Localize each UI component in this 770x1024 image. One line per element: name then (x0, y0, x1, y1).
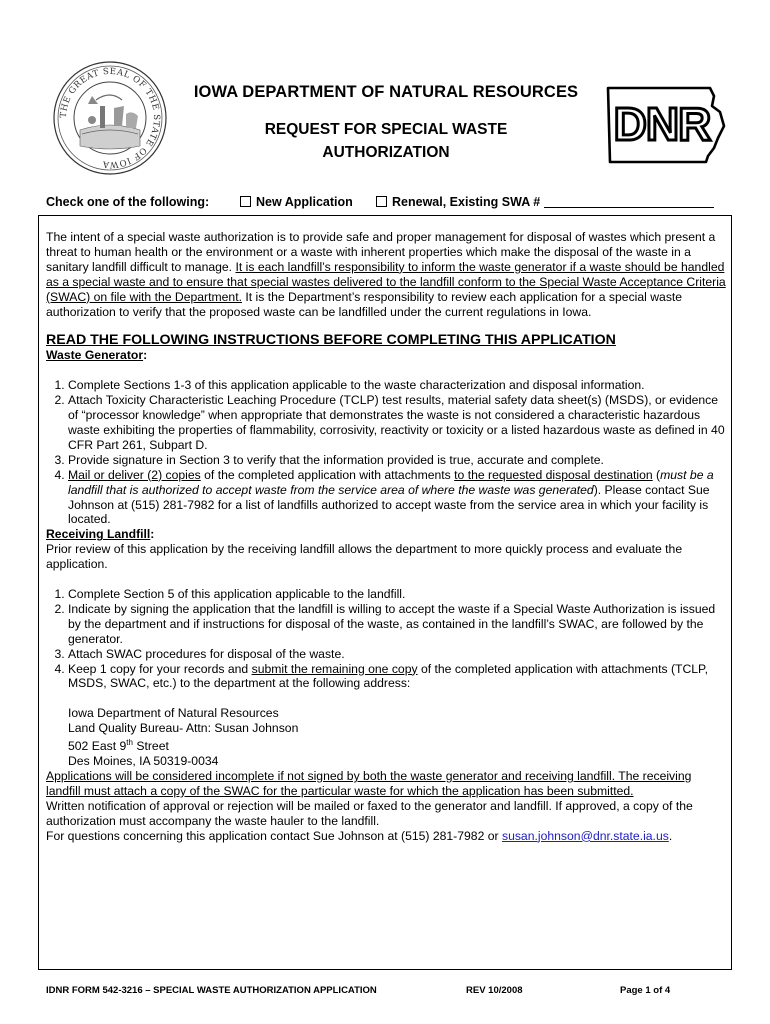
receiving-landfill-label: Receiving Landfill (46, 527, 151, 542)
seal-text: THE GREAT SEAL OF THE STATE OF IOWA (58, 66, 162, 170)
questions-text: For questions concerning this application contact Sue Johnson at (515) 281-7982 or (46, 828, 502, 843)
address-line-1: Iowa Department of Natural Resources (68, 706, 279, 721)
landfill-intro: Prior review of this application by the receiving landfill allows the department to more quickly process and evaluate the application. (46, 542, 683, 572)
notification-paragraph: Written notification of approval or rejection will be mailed or faxed to the generator and landfill. If approved, a copy of the authorization must accompany the waste hauler to the landfill. (46, 798, 693, 828)
generator-step-4-end: ). Please contact Sue Johnson at (515) 281-7982 for a list of landfills authorized to accept waste from the service area in which your facility is located. (68, 482, 710, 527)
footer-page-number: Page 1 of 4 (620, 985, 671, 996)
landfill-step-4-b: of the completed application with attachments (TCLP, MSDS, SWAC, etc.) to the department at the following address: (68, 661, 708, 691)
landfill-step-3: 3. Attach SWAC procedures for disposal of the waste. (68, 647, 726, 662)
department-name: IOWA DEPARTMENT OF NATURAL RESOURCES (193, 83, 579, 101)
generator-step-4-copies: Mail or deliver (2) copies (68, 467, 201, 482)
landfill-step-2: 2. Indicate by signing the application that the landfill is willing to accept the waste if a Special Waste Authorization is issued by the department and if instructions for disposal of the waste, as contained in the landfill’s SWAC, are followed by the generator. (68, 602, 726, 647)
landfill-step-4 (68, 662, 726, 692)
renewal-option[interactable] (376, 195, 714, 209)
incomplete-application-note: Applications will be considered incomplete if not signed by both the waste generator and receiving landfill. The receiving landfill must attach a copy of the SWAC for the particular waste for which the application has been submitted. (46, 769, 692, 798)
questions-paragraph (46, 829, 726, 844)
generator-step-4-italic: must be a landfill that is authorized to accept waste from the service area of where the waste was generated (68, 467, 714, 497)
receiving-landfill-heading (46, 527, 726, 542)
generator-steps (46, 378, 726, 527)
intro-text-2: It is the Department’s responsibility to review each application for a special waste authorization to verify that the proposed waste can be landfilled under the current regulations in Iowa. (46, 289, 683, 319)
receiving-landfill-colon: : (150, 527, 155, 542)
address-line-2: Land Quality Bureau- Attn: Susan Johnson (68, 721, 299, 736)
intro-text-1: The intent of a special waste authorization is to provide safe and proper management for disposal of wastes which present a threat to human health or the environment or a waste with inherent properties which make the disposal of the waste in a sanitary landfill difficult to manage. (46, 230, 716, 274)
check-prompt: Check one of the following: (46, 195, 210, 209)
generator-step-4-mid: of the completed application with attachments (200, 467, 455, 482)
waste-generator-colon: : (143, 348, 148, 363)
renewal-checkbox[interactable] (376, 196, 387, 207)
generator-step-4-destination: to the requested disposal destination (454, 467, 653, 482)
landfill-step-1: 1. Complete Section 5 of this application applicable to the landfill. (68, 587, 726, 602)
landfill-step-4-a: Keep 1 copy for your records and (68, 661, 252, 676)
intro-underlined: It is each landfill’s responsibility to inform the waste generator if a waste should be handled as a special waste and to ensure that special wastes delivered to the landfill conform to the Special Waste Acceptance Criteria (SWAC) on file with the Department. (46, 259, 726, 304)
new-application-label: New Application (256, 195, 353, 209)
form-title (226, 118, 546, 164)
instructions-heading: READ THE FOLLOWING INSTRUCTIONS BEFORE COMPLETING THIS APPLICATION (46, 332, 616, 349)
contact-email-link[interactable]: susan.johnson@dnr.state.ia.us (501, 828, 669, 843)
landfill-steps (46, 587, 726, 691)
questions-end: . (668, 828, 673, 843)
generator-step-4 (68, 468, 726, 528)
intro-paragraph (46, 230, 726, 319)
dnr-logo (602, 82, 730, 164)
mailing-address (68, 706, 726, 769)
generator-step-1: 1. Complete Sections 1-3 of this application applicable to the waste characterization and disposal information. (68, 378, 726, 393)
address-line-3 (68, 736, 726, 754)
address-street-sup: th (126, 738, 133, 748)
footer-form-id: IDNR FORM 542-3216 – SPECIAL WASTE AUTHORIZATION APPLICATION (46, 985, 377, 996)
swa-number-field[interactable] (544, 197, 714, 208)
generator-step-2: 2. Attach Toxicity Characteristic Leaching Procedure (TCLP) test results, material safety data sheet(s) (MSDS), or evidence of “processor knowledge” when appropriate that demonstrates the waste is not considered a characteristic hazardous waste exhibiting the properties of flammability, corrosivity, reactivity or toxicity or a listed hazardous waste as defined in 40 CFR Part 261, Subpart D. (68, 393, 726, 453)
new-application-checkbox[interactable] (240, 196, 251, 207)
generator-step-3: 3. Provide signature in Section 3 to verify that the information provided is true, accurate and complete. (68, 453, 726, 468)
footer-revision: REV 10/2008 (466, 985, 523, 996)
address-street-name: Street (132, 739, 169, 754)
new-application-option[interactable] (240, 195, 353, 209)
address-line-4: Des Moines, IA 50319-0034 (68, 754, 219, 769)
state-seal-image (52, 60, 168, 176)
generator-step-4-paren: ( (652, 467, 661, 482)
renewal-label: Renewal, Existing SWA # (392, 195, 541, 209)
waste-generator-label: Waste Generator (46, 348, 144, 363)
dnr-logo-text: DNR (613, 98, 711, 150)
landfill-step-4-underlined: submit the remaining one copy (251, 661, 418, 676)
form-title-line2: AUTHORIZATION (322, 144, 450, 161)
form-title-line1: REQUEST FOR SPECIAL WASTE (264, 121, 508, 138)
instructions-content (46, 230, 726, 844)
waste-generator-heading (46, 348, 726, 363)
address-street-number: 502 East 9 (68, 739, 127, 754)
